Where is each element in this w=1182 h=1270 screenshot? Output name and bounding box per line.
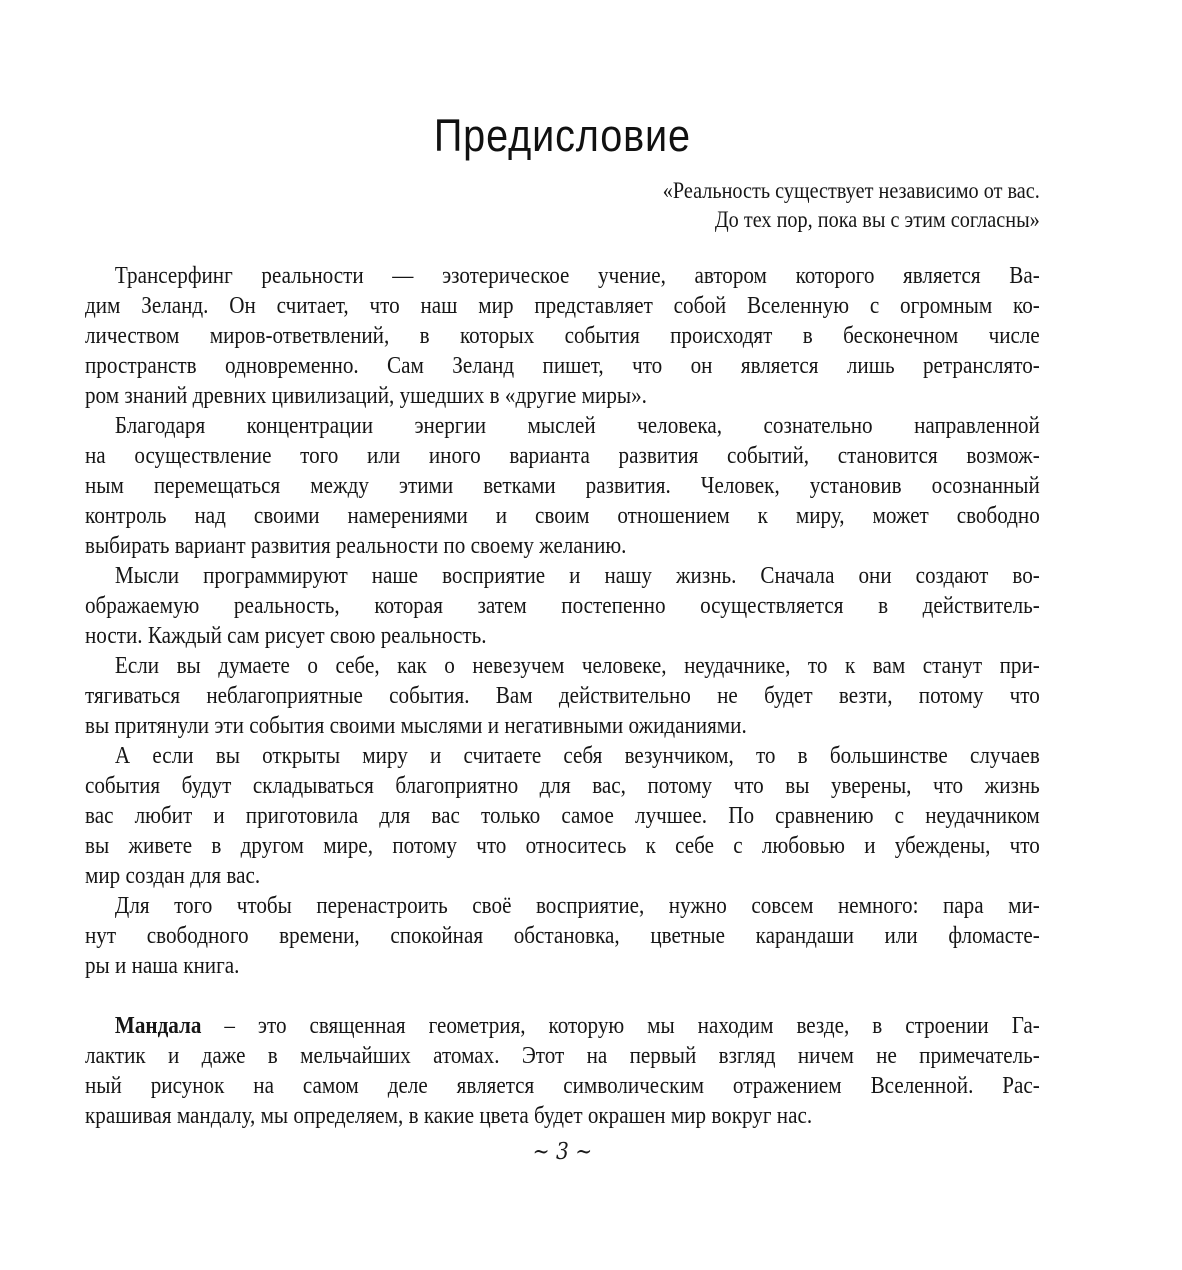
paragraph-6 [85,891,1040,981]
text-line: ный рисунок на самом деле является символическим отражением Вселенной. Рас- [85,1073,1040,1099]
epigraph [85,176,1040,234]
paragraph-5 [85,741,1040,891]
paragraph-2 [85,411,1040,561]
text-line [85,1011,1040,1041]
paragraph-1 [85,261,1040,411]
paragraph-mandala [85,1011,1040,1131]
text-line: Для того чтобы перенастроить своё восприятие, нужно совсем немного: пара ми- [114,893,1040,919]
text-line: ображаемую реальность, которая затем постепенно осуществляется в действитель- [85,593,1040,619]
text-line: вы притянули эти события своими мыслями и негативными ожиданиями. [85,713,747,739]
epigraph-line-2: До тех пор, пока вы с этим согласны» [714,207,1040,232]
mandala-lead-word: Мандала [114,1013,202,1039]
text-line: на осуществление того или иного варианта развития событий, становится возмож- [85,443,1040,469]
text-line: вы живете в другом мире, потому что относитесь к себе с любовью и убеждены, что [85,833,1040,859]
text-line: ры и наша книга. [85,953,240,979]
text-line: Мысли программируют наше восприятие и нашу жизнь. Сначала они создают во- [114,563,1040,589]
text-line: выбирать вариант развития реальности по своему желанию. [85,533,627,559]
paragraph-3 [85,561,1040,651]
page-title: Предисловие [433,110,691,161]
text-line: Если вы думаете о себе, как о невезучем человеке, неудачнике, то к вам станут при- [114,653,1040,679]
text-line: пространств одновременно. Сам Зеланд пишет, что он является лишь ретранслято- [85,353,1040,379]
epigraph-line-1: «Реальность существует независимо от вас. [662,178,1040,203]
page-content [85,112,1040,1167]
text-line: Трансерфинг реальности — эзотерическое учение, автором которого является Ва- [114,263,1040,289]
text-line: вас любит и приготовила для вас только самое лучшее. По сравнению с неудачником [85,803,1040,829]
text-line: А если вы открыты миру и считаете себя везунчиком, то в большинстве случаев [114,743,1040,769]
text-line: нут свободного времени, спокойная обстановка, цветные карандаши или фломасте- [85,923,1040,949]
text-line: Благодаря концентрации энергии мыслей человека, сознательно направленной [114,413,1040,439]
paragraph-4 [85,651,1040,741]
text-line: дим Зеланд. Он считает, что наш мир представляет собой Вселенную с огромным ко- [85,293,1040,319]
text-line: личеством миров-ответвлений, в которых события происходят в бесконечном числе [85,323,1040,349]
text-line: контроль над своими намерениями и своим отношением к миру, может свободно [85,503,1040,529]
mandala-first-line-rest: – это священная геометрия, которую мы находим везде, в строении Га- [201,1013,1040,1039]
page-number: ~ 3 ~ [532,1139,593,1165]
text-line: мир создан для вас. [85,863,261,889]
text-line: тягиваться неблагоприятные события. Вам действительно не будет везти, потому что [85,683,1040,709]
text-line: ным перемещаться между этими ветками развития. Человек, установив осознанный [85,473,1040,499]
text-line: события будут складываться благоприятно для вас, потому что вы уверены, что жизнь [85,773,1040,799]
text-line: крашивая мандалу, мы определяем, в какие цвета будет окрашен мир вокруг нас. [85,1103,813,1129]
body-text [85,261,1040,1131]
text-line: лактик и даже в мельчайших атомах. Этот на первый взгляд ничем не примечатель- [85,1043,1040,1069]
text-line: ности. Каждый сам рисует свою реальность. [85,623,487,649]
text-line: ром знаний древних цивилизаций, ушедших в «другие миры». [85,383,647,409]
